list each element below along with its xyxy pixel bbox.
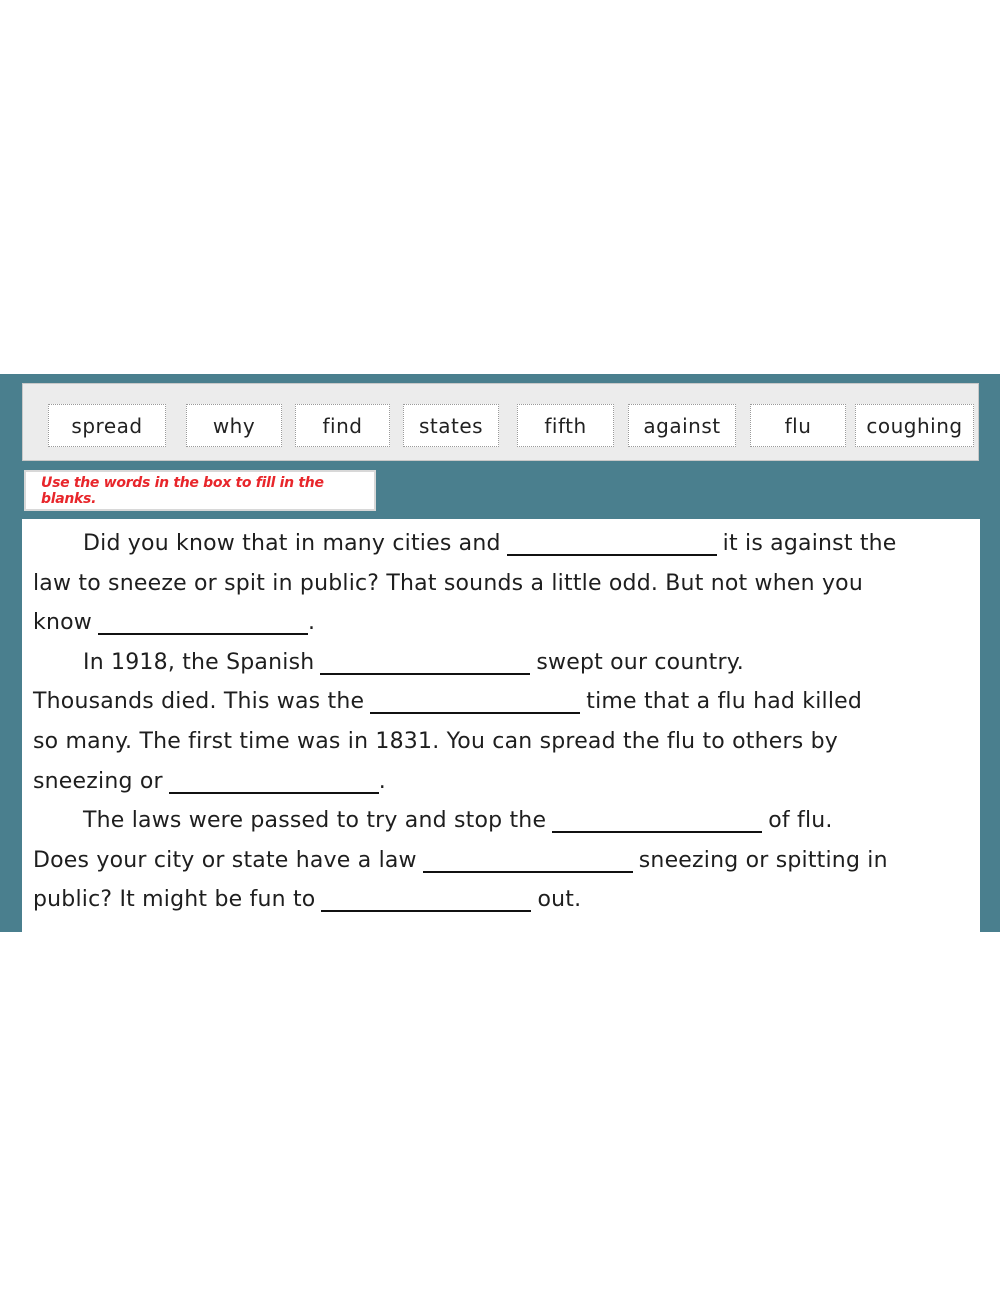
blank-8[interactable]	[321, 886, 531, 912]
blank-4[interactable]	[370, 688, 580, 714]
passage-text: it is against the	[722, 530, 897, 556]
passage-text: sneezing or spitting in	[638, 847, 888, 873]
word-tile-coughing[interactable]: coughing	[855, 404, 974, 447]
passage-text: sneezing or	[33, 768, 163, 794]
instruction-label: Use the words in the box to fill in the blanks.	[24, 470, 376, 511]
passage-text: law to sneeze or spit in public? That sounds a little odd. But not when you	[33, 570, 863, 596]
passage-text: Thousands died. This was the	[33, 688, 365, 714]
word-bank	[22, 383, 979, 461]
blank-5[interactable]	[169, 768, 379, 794]
passage-line	[33, 879, 581, 919]
passage-text: Did you know that in many cities and	[83, 530, 501, 556]
passage-line	[33, 840, 888, 880]
word-tile-why[interactable]: why	[186, 404, 282, 447]
passage-line	[33, 761, 386, 801]
passage-line	[33, 721, 838, 761]
word-tile-states[interactable]: states	[403, 404, 499, 447]
blank-2[interactable]	[98, 609, 308, 635]
passage-panel	[22, 519, 980, 932]
passage-text: .	[307, 609, 316, 635]
passage-text: out.	[537, 886, 582, 912]
passage-text: of flu.	[768, 807, 833, 833]
passage-line	[33, 602, 315, 642]
passage-text: The laws were passed to try and stop the	[83, 807, 547, 833]
blank-1[interactable]	[507, 530, 717, 556]
passage-text: so many. The first time was in 1831. You can spread the flu to others by	[33, 728, 838, 754]
word-tile-flu[interactable]: flu	[750, 404, 846, 447]
word-tile-against[interactable]: against	[628, 404, 736, 447]
blank-7[interactable]	[423, 847, 633, 873]
activity-slide	[0, 374, 1000, 932]
passage-text: time that a flu had killed	[586, 688, 863, 714]
passage-line	[33, 681, 862, 721]
passage-text: Does your city or state have a law	[33, 847, 417, 873]
word-tile-find[interactable]: find	[295, 404, 390, 447]
word-tile-spread[interactable]: spread	[48, 404, 166, 447]
passage-line	[33, 563, 863, 603]
passage-line	[83, 642, 744, 682]
passage-text: know	[33, 609, 92, 635]
blank-6[interactable]	[552, 807, 762, 833]
passage-line	[83, 523, 897, 563]
passage-text: In 1918, the Spanish	[83, 649, 315, 675]
passage-text: swept our country.	[536, 649, 744, 675]
passage-text: public? It might be fun to	[33, 886, 316, 912]
word-tile-fifth[interactable]: fifth	[517, 404, 614, 447]
blank-3[interactable]	[320, 649, 530, 675]
passage-text: .	[378, 768, 386, 794]
passage-line	[83, 800, 833, 840]
